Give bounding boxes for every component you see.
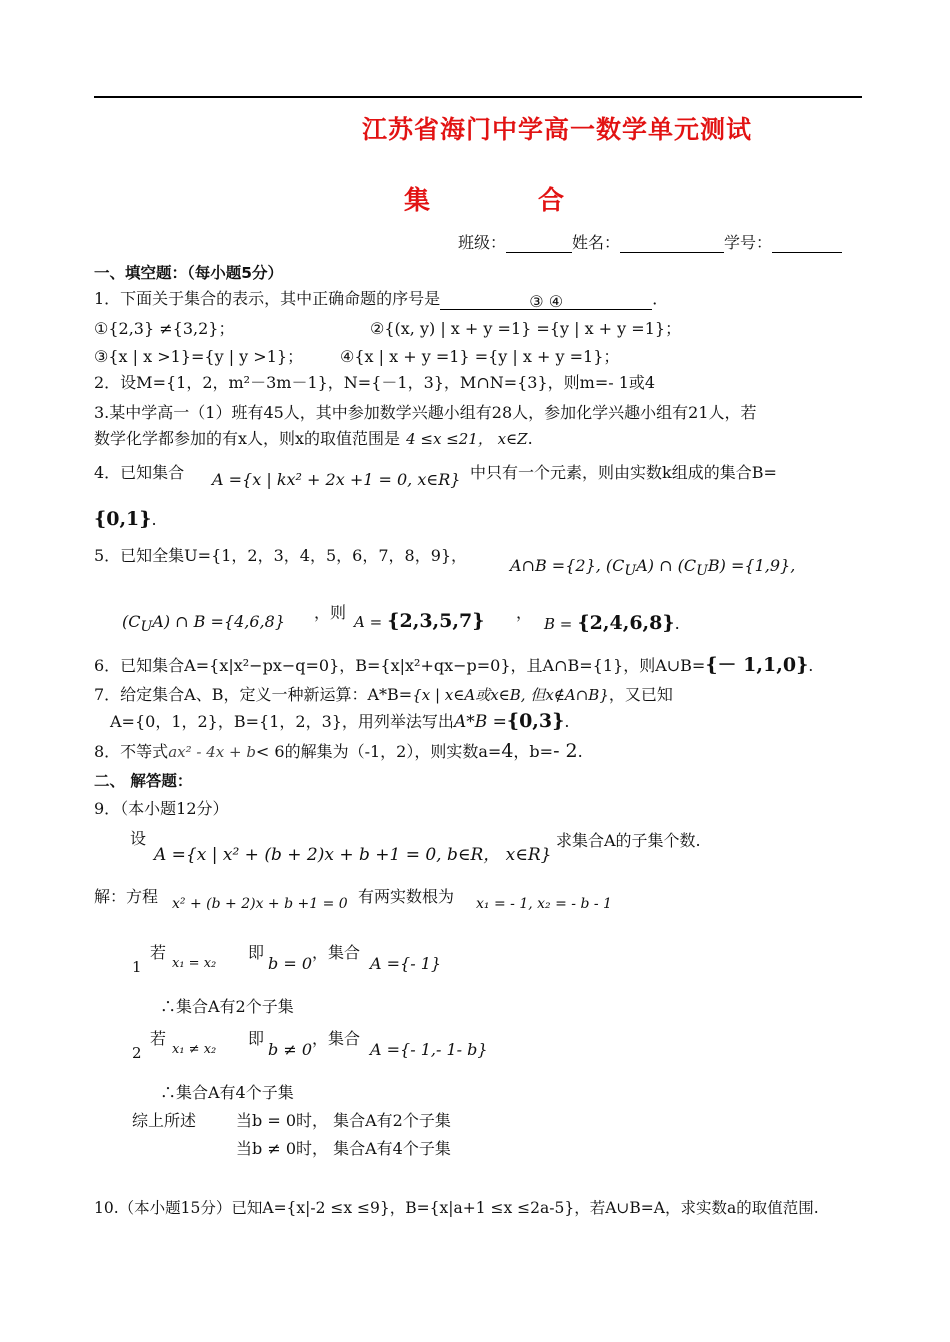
class-field[interactable] <box>506 234 572 253</box>
q9-roots: x₁ = - 1, x₂ = - b - 1 <box>476 896 612 912</box>
q4-end: . <box>151 510 157 529</box>
q4-rest: 中只有一个元素，则由实数k组成的集合B= <box>470 463 777 482</box>
q9-case2-ji: 即 <box>248 1029 265 1048</box>
document-title: 江苏省海门中学高一数学单元测试 <box>362 115 753 144</box>
id-label: 学号： <box>724 233 773 252</box>
q9-case2-cond: x₁ ≠ x₂ <box>172 1042 217 1057</box>
q9-case1-cond: x₁ = x₂ <box>172 956 217 971</box>
q9-summary-1: 当b = 0时， 集合A有2个子集 <box>236 1111 451 1130</box>
q8-text: 8．不等式 <box>94 742 169 761</box>
q9-case2-if: 若 <box>150 1029 167 1048</box>
q7-text: 7．给定集合A、B，定义一种新运算：A*B= <box>94 685 413 704</box>
q5-cond1-c: B) ={1,9}, <box>707 556 796 575</box>
q4-set: A ={x | kx² + 2x +1 = 0, x∈R} <box>212 470 461 489</box>
question-6 <box>94 654 813 677</box>
q4-text: 4．已知集合 <box>94 463 185 482</box>
q5-condition-2 <box>122 612 285 635</box>
question-3-line2 <box>94 428 533 450</box>
q5-a-label: A = <box>354 613 383 631</box>
q9-set: A ={x | x² + (b + 2)x + b +1 = 0, b∈R， x∈R} <box>154 845 552 865</box>
q9-ask: 求集合A的子集个数. <box>556 831 701 850</box>
q9-sol-label: 解：方程 <box>94 887 159 906</box>
q6-answer: {－ 1,1,0} <box>705 654 809 676</box>
q9-case2-b: b ≠ 0 <box>268 1040 312 1059</box>
q5-condition-1 <box>510 556 795 579</box>
q7-text2: A={0，1，2}，B={1，2，3}，用列举法写出 <box>110 712 454 731</box>
q2-text: 2．设M={1，2，m²－3m－1}，N={－1，3}，M∩N={3}，则m= <box>94 373 609 392</box>
q5-sub-u2: U <box>696 563 708 580</box>
section2-heading: 二、 解答题： <box>94 772 193 790</box>
question-10: 10.（本小题15分）已知A={x|-2 ≤x ≤9}，B={x|a+1 ≤x ≤2a-5}，若A∪B=A，求实数a的取值范围. <box>94 1199 819 1217</box>
q6-end: . <box>808 656 814 675</box>
q1-end: ． <box>652 289 669 308</box>
q5-cond2-a: (C <box>122 612 141 631</box>
q1-option-2: ②{(x, y) | x + y =1} ={y | x + y =1}； <box>370 319 682 338</box>
q9-case2-set: A ={- 1,- 1- b} <box>370 1040 488 1059</box>
q9-summary-label: 综上所述 <box>132 1111 197 1130</box>
question-7-line1 <box>94 684 673 706</box>
q9-case1-b: b = 0 <box>268 954 312 973</box>
q5-comma: ， <box>516 603 533 622</box>
q8-rest: < 6的解集为（-1，2），则实数a= <box>255 742 502 761</box>
q9-case1-num: 1 <box>132 958 142 976</box>
q9-case1-if: 若 <box>150 943 167 962</box>
q5-b-label: B = <box>544 615 573 633</box>
q9-case2-conclusion: ∴集合A有4个子集 <box>160 1083 294 1102</box>
q1-option-3: ③{x | x >1}={y | y >1}； <box>94 347 304 366</box>
q9-case2-set-label: ，集合 <box>312 1029 361 1048</box>
q5-cond1-a: A∩B ={2}, (C <box>510 556 625 575</box>
id-field[interactable] <box>772 234 842 253</box>
q8-b: - 2 <box>553 740 578 762</box>
section1-heading: 一、填空题：（每小题5分） <box>94 264 284 282</box>
q9-case1-set-label: ，集合 <box>312 943 361 962</box>
q4-answer: {0,1} <box>94 508 152 530</box>
q4-answer-line <box>94 508 157 530</box>
q9-case1-set: A ={- 1} <box>370 954 442 973</box>
q9-equation: x² + (b + 2)x + b +1 = 0 <box>172 896 348 912</box>
q5-text: 5．已知全集U={1，2，3，4，5，6，7，8，9}， <box>94 546 468 565</box>
q9-pre: 设 <box>130 829 147 848</box>
q5-sub-u3: U <box>140 619 153 636</box>
question-3-line1: 3.某中学高一（1）班有45人，其中参加数学兴趣小组有28人，参加化学兴趣小组有21人，若 <box>94 403 757 422</box>
q8-end: . <box>577 742 583 761</box>
question-2 <box>94 372 655 394</box>
q8-a: 4 <box>501 740 514 762</box>
q2-answer: - 1或4 <box>608 373 656 392</box>
name-field[interactable] <box>620 234 724 253</box>
subtitle-left: 集 <box>404 186 431 216</box>
q5-a-answer: {2,3,5,7} <box>387 610 485 632</box>
q5-a <box>354 610 484 632</box>
q9-label: 9．（本小题12分） <box>94 799 229 818</box>
q7-def: {x | x∈A或x∈B, 但x∉A∩B} <box>412 686 609 704</box>
q7-line1-end: ，又已知 <box>608 685 673 704</box>
q1-option-1: ①{2,3} ≠{3,2}； <box>94 319 235 338</box>
q1-answer: ③ ④ <box>440 291 652 310</box>
header-rule <box>94 96 862 98</box>
question-7-line2 <box>110 710 569 733</box>
name-label: 姓名： <box>572 233 621 252</box>
q5-b <box>544 612 680 634</box>
q8-mid: ，b= <box>513 742 554 761</box>
class-label: 班级： <box>458 233 507 252</box>
q9-sol-mid: 有两实数根为 <box>358 887 455 906</box>
q9-case1-conclusion: ∴集合A有2个子集 <box>160 997 294 1016</box>
q1-text: 1．下面关于集合的表示，其中正确命题的序号是 <box>94 289 441 308</box>
q1-option-4: ④{x | x + y =1} ={y | x + y =1}； <box>340 347 620 366</box>
q5-b-answer: {2,4,6,8} <box>577 612 675 634</box>
q5-sub-u1: U <box>624 563 637 580</box>
q9-case1-ji: 即 <box>248 943 265 962</box>
q9-case2-num: 2 <box>132 1044 142 1062</box>
q5-cond1-b: A) ∩ (C <box>636 556 697 575</box>
q9-summary-2: 当b ≠ 0时， 集合A有4个子集 <box>236 1139 451 1158</box>
q7-answer: {0,3} <box>506 710 565 732</box>
q3-text: 数学化学都参加的有x人，则x的取值范围是 <box>94 429 401 448</box>
q5-cond2-b: A) ∩ B ={4,6,8} <box>152 612 285 631</box>
q3-end: . <box>527 429 533 448</box>
subtitle-right: 合 <box>538 186 565 216</box>
q6-text: 6．已知集合A={x|x²−px−q=0}，B={x|x²+qx−p=0}，且A∩B={1}，则A∪B= <box>94 656 706 675</box>
question-8 <box>94 740 583 763</box>
student-info <box>458 230 842 253</box>
q5-mid: ，则 <box>314 603 347 622</box>
q8-ineq: ax² - 4x + b <box>168 743 256 761</box>
q7-expr: A*B = <box>453 712 507 732</box>
question-1 <box>94 288 668 310</box>
q5-end: . <box>674 614 680 633</box>
q7-end: . <box>564 712 570 731</box>
q3-answer: 4 ≤x ≤21， x∈Z <box>406 430 528 448</box>
